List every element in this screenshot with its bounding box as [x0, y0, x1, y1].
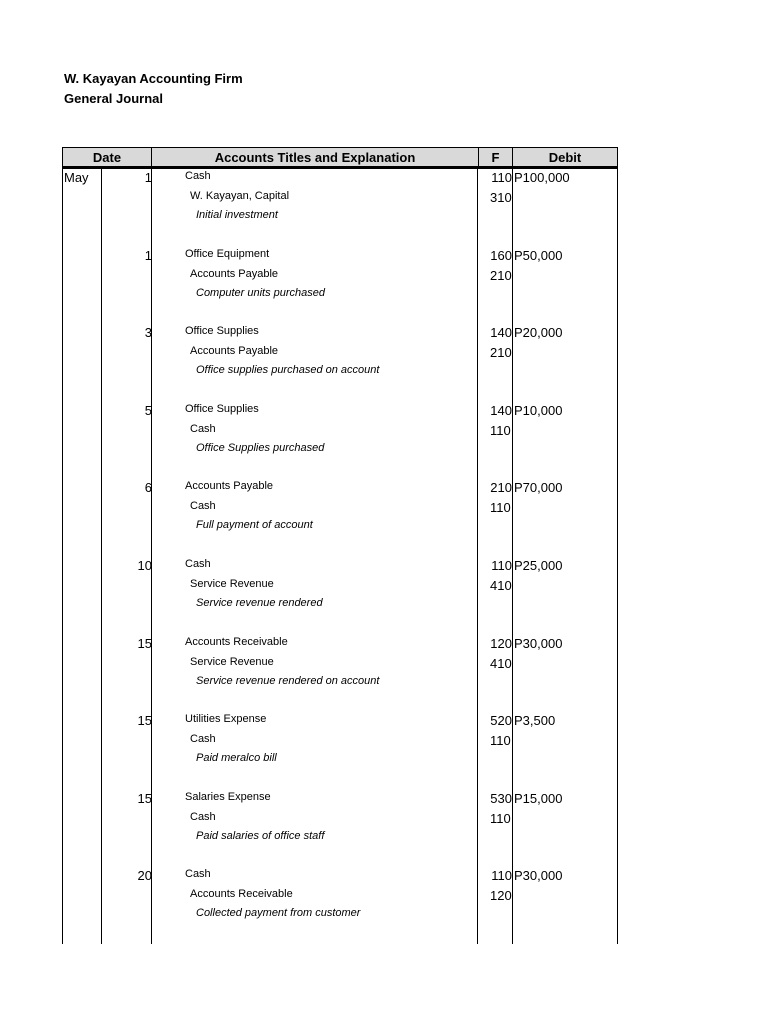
entry-day: 15 — [137, 635, 152, 651]
debit-folio: 110 — [491, 558, 512, 573]
credit-folio: 120 — [490, 888, 512, 904]
debit-account: Office Equipment — [185, 247, 270, 260]
header-folio: F — [491, 150, 500, 165]
journal-entry — [62, 248, 618, 326]
entry-explanation: Paid salaries of office staff — [196, 829, 325, 842]
debit-amount: P100,000 — [514, 170, 570, 185]
entry-explanation: Computer units purchased — [196, 286, 326, 299]
credit-account: Accounts Payable — [190, 345, 279, 358]
debit-folio: 530 — [490, 790, 512, 806]
credit-folio: 410 — [490, 578, 512, 593]
credit-folio: 310 — [490, 190, 512, 205]
journal-entry — [62, 480, 618, 558]
entry-day: 20 — [137, 868, 152, 884]
credit-account: Service Revenue — [190, 655, 274, 668]
debit-amount: P50,000 — [514, 247, 563, 263]
debit-account: Office Supplies — [185, 325, 259, 338]
credit-folio: 210 — [490, 267, 512, 283]
debit-amount: P20,000 — [514, 325, 563, 341]
debit-folio: 210 — [490, 480, 512, 496]
entry-day: 5 — [144, 402, 152, 418]
debit-amount: P70,000 — [514, 480, 563, 496]
credit-account: Accounts Payable — [190, 267, 279, 280]
header-date: Date — [92, 150, 122, 165]
debit-account: Accounts Payable — [185, 480, 274, 493]
entry-explanation: Collected payment from customer — [196, 907, 361, 920]
journal-table — [62, 147, 618, 944]
debit-folio: 140 — [490, 325, 512, 341]
entry-day: 3 — [144, 325, 152, 341]
credit-account: Cash — [190, 810, 216, 823]
debit-account: Accounts Receivable — [185, 635, 288, 648]
credit-folio: 110 — [490, 733, 511, 749]
credit-folio: 210 — [490, 345, 512, 361]
journal-entry — [62, 403, 618, 481]
credit-account: Cash — [190, 500, 216, 513]
credit-folio: 410 — [490, 655, 512, 671]
document-title: General Journal — [64, 91, 163, 106]
debit-account: Cash — [185, 558, 211, 570]
journal-entry — [62, 791, 618, 869]
entry-day: 15 — [137, 713, 152, 729]
journal-entry — [62, 558, 618, 636]
credit-account: W. Kayayan, Capital — [190, 190, 290, 202]
header-bottom-rule — [62, 167, 618, 169]
debit-account: Utilities Expense — [185, 713, 267, 726]
debit-amount: P30,000 — [514, 635, 563, 651]
entry-day: 15 — [137, 790, 152, 806]
entry-day: 1 — [144, 170, 152, 185]
debit-account: Cash — [185, 170, 211, 182]
entry-day: 10 — [137, 558, 152, 573]
debit-amount: P30,000 — [514, 868, 563, 884]
entry-day: 6 — [144, 480, 152, 496]
debit-account: Salaries Expense — [185, 790, 271, 803]
debit-account: Office Supplies — [185, 402, 259, 415]
debit-folio: 120 — [490, 635, 512, 651]
journal-entry — [62, 868, 618, 946]
month-label: May — [64, 170, 89, 185]
entry-explanation: Office supplies purchased on account — [196, 364, 380, 377]
entry-explanation: Initial investment — [196, 209, 278, 221]
table-header-row — [62, 147, 618, 167]
credit-account: Cash — [190, 422, 216, 435]
credit-account: Accounts Receivable — [190, 888, 293, 901]
debit-amount: P15,000 — [514, 790, 563, 806]
firm-name: W. Kayayan Accounting Firm — [64, 71, 243, 86]
entry-explanation: Office Supplies purchased — [196, 441, 325, 454]
debit-folio: 110 — [491, 868, 512, 884]
entry-day: 1 — [144, 247, 152, 263]
credit-folio: 110 — [490, 422, 511, 438]
entry-explanation: Service revenue rendered — [196, 597, 323, 609]
debit-amount: P10,000 — [514, 402, 563, 418]
entry-explanation: Paid meralco bill — [196, 752, 277, 765]
debit-amount: P3,500 — [514, 713, 556, 729]
debit-account: Cash — [185, 868, 211, 881]
journal-entry — [62, 170, 618, 248]
entry-explanation: Full payment of account — [196, 519, 313, 532]
journal-entry — [62, 325, 618, 403]
journal-entry — [62, 713, 618, 791]
entry-explanation: Service revenue rendered on account — [196, 674, 380, 687]
credit-account: Cash — [190, 733, 216, 746]
credit-account: Service Revenue — [190, 578, 274, 590]
credit-folio: 110 — [490, 810, 511, 826]
credit-folio: 110 — [490, 500, 511, 516]
debit-folio: 160 — [490, 247, 512, 263]
header-debit: Debit — [548, 150, 582, 165]
header-accounts: Accounts Titles and Explanation — [214, 150, 416, 165]
debit-folio: 520 — [490, 713, 512, 729]
debit-folio: 140 — [490, 402, 512, 418]
debit-amount: P25,000 — [514, 558, 563, 573]
journal-entry — [62, 636, 618, 714]
debit-folio: 110 — [491, 170, 512, 185]
